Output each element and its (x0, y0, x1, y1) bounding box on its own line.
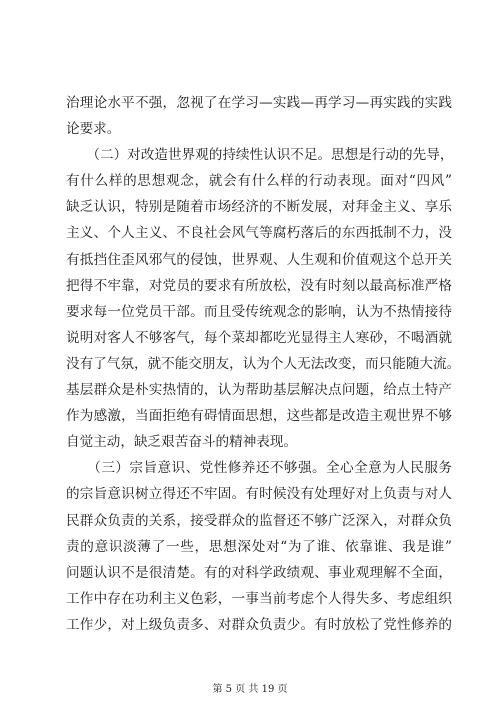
text-line: 有抵挡住歪风邪气的侵蚀，世界观、人生观和价值观这个总开关 (66, 251, 452, 268)
text-line: 工作中存在功利主义色彩，一事当前考虑个人得失多、考虑组织 (66, 590, 452, 607)
text-line: （三）宗旨意识、党性修养还不够强。全心全意为人民服务 (66, 460, 452, 477)
page-footer: 第 5 页 共 19 页 (212, 684, 288, 695)
text-line: 治理论水平不强，忽视了在学习—实践—再学习—再实践的实践 (66, 95, 452, 111)
text-line: 说明对客人不够客气，每个菜却都吃光显得主人寒砂，不喝酒就 (66, 329, 452, 346)
text-line: 要求每一位党员干部。而且受传统观念的影响，认为不热情接待 (66, 303, 452, 320)
document-body (66, 90, 461, 638)
text-line: 工作少，对上级负责多、对群众负责少。有时放松了党性修养的 (66, 616, 452, 633)
text-line: 作为感激，当面拒绝有碍情面思想，这些都是改造主观世界不够 (66, 408, 452, 425)
text-line: 责的意识淡薄了一些，思想深处对“为了谁、依靠谁、我是谁” (66, 538, 452, 555)
text-line: 有什么样的思想观念，就会有什么样的行动表现。面对“四风” (66, 173, 452, 190)
text-line: 论要求。 (66, 121, 121, 138)
text-line: 没有了气氛，就不能交朋友，认为个人无法改变，而只能随大流。 (66, 355, 461, 372)
text-line: 问题认识不是很清楚。有的对科学政绩观、事业观理解不全面， (66, 564, 452, 581)
text-line: 把得不牢靠，对党员的要求有所放松，没有时刻以最高标准严格 (66, 277, 452, 294)
text-line: 基层群众是朴实热情的，认为帮助基层解决点问题，给点土特产 (66, 382, 452, 399)
text-line: （二）对改造世界观的持续性认识不足。思想是行动的先导， (66, 147, 454, 164)
text-line: 民群众负责的关系，接受群众的监督还不够广泛深入，对群众负 (66, 512, 452, 529)
text-line: 主义、个人主义、不良社会风气等腐朽落后的东西抵制不力，没 (66, 225, 452, 242)
text-line: 的宗旨意识树立得还不牢固。有时候没有处理好对上负责与对人 (66, 486, 452, 503)
text-line: 自觉主动，缺乏艰苦奋斗的精神表现。 (66, 434, 298, 451)
text-line: 缺乏认识，特别是随着市场经济的不断发展，对拜金主义、享乐 (66, 199, 452, 216)
